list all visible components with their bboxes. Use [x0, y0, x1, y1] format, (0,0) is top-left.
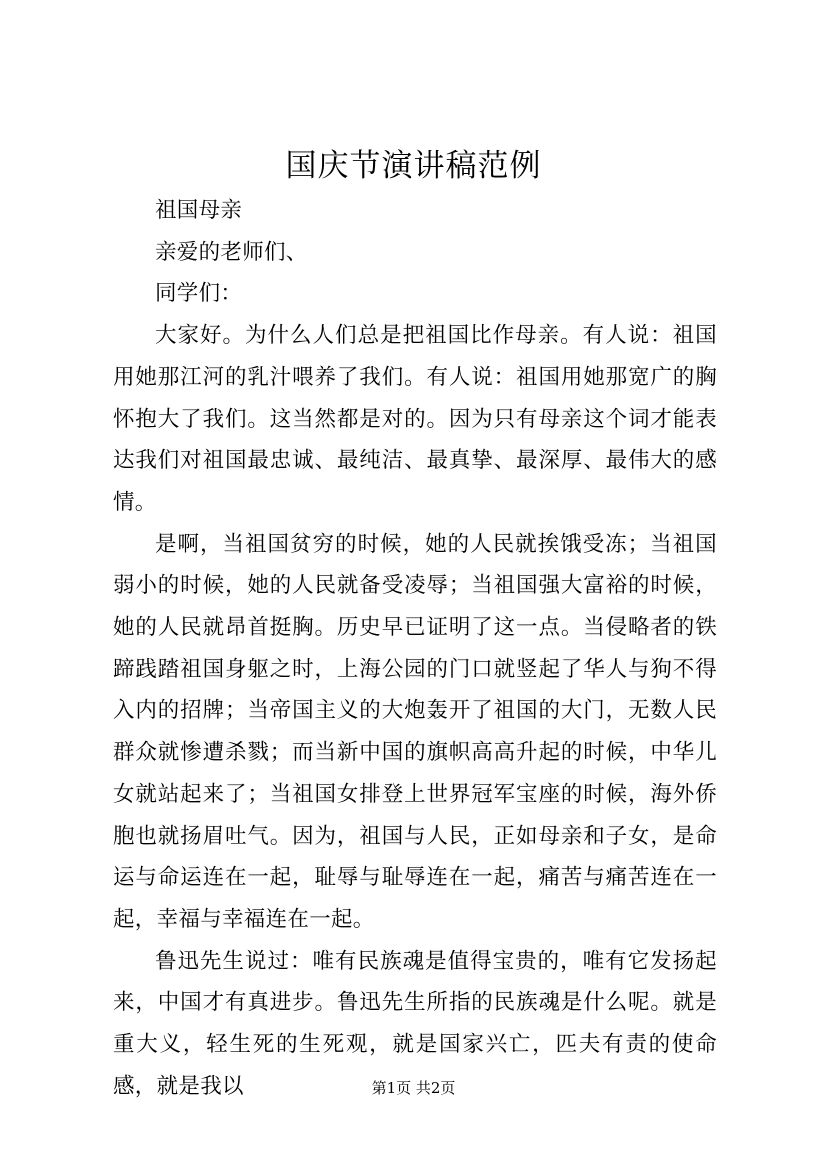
body-paragraph: 鲁迅先生说过：唯有民族魂是值得宝贵的，唯有它发扬起来，中国才有真进步。鲁迅先生所指的民族魂是什么呢。就是重大义，轻生死的生死观，就是国家兴亡，匹夫有责的使命感，就是我以 [113, 948, 717, 1099]
salutation-line: 亲爱的老师们、 [155, 239, 308, 265]
salutation-line: 祖国母亲 [155, 198, 243, 223]
page-number-footer: 第1页 共2页 [371, 1079, 456, 1097]
document-body [113, 190, 717, 1107]
salutation-line: 同学们： [155, 281, 243, 307]
body-paragraph: 大家好。为什么人们总是把祖国比作母亲。有人说：祖国用她那江河的乳汁喂养了我们。有人说：祖国用她那宽广的胸怀抱大了我们。这当然都是对的。因为只有母亲这个词才能表达我们对祖国最忠诚、最纯洁、最真挚、最深厚、最伟大的感情。 [113, 323, 717, 515]
body-paragraph: 是啊，当祖国贫穷的时候，她的人民就挨饿受冻；当祖国弱小的时候，她的人民就备受凌辱；当祖国强大富裕的时候，她的人民就昂首挺胸。历史早已证明了这一点。当侵略者的铁蹄践踏祖国身躯之时，上海公园的门口就竖起了华人与狗不得入内的招牌；当帝国主义的大炮轰开了祖国的大门，无数人民群众就惨遭杀戮；而当新中国的旗帜高高升起的时候，中华儿女就站起来了；当祖国女排登上世界冠军宝座的时候，海外侨胞也就扬眉吐气。因为，祖国与人民，正如母亲和子女，是命运与命运连在一起，耻辱与耻辱连在一起，痛苦与痛苦连在一起，幸福与幸福连在一起。 [113, 531, 717, 932]
document-title: 国庆节演讲稿范例 [285, 148, 542, 184]
